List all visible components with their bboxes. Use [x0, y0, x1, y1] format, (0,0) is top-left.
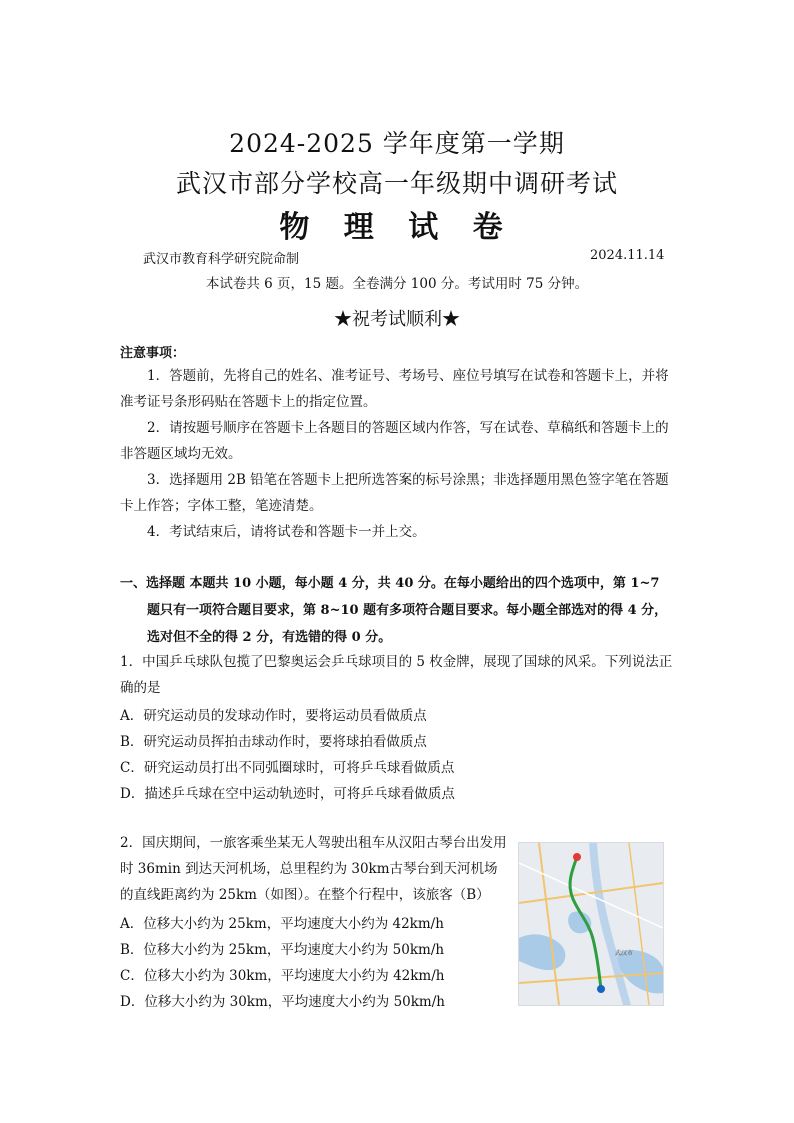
subject-title: 物 理 试 卷 — [279, 210, 515, 245]
question-1-option-d: D．描述乒乓球在空中运动轨迹时，可将乒乓球看做质点 — [120, 786, 455, 802]
question-2-option-a: A．位移大小约为 25km，平均速度大小约为 42km/h — [120, 916, 444, 932]
route-map — [519, 843, 663, 1005]
question-2-option-d: D．位移大小约为 30km，平均速度大小约为 50km/h — [120, 994, 445, 1010]
section-heading-rest: 题只有一项符合题目要求，第 8~10 题有多项符合题目要求。每小题全部选对的得 4 分，选对但不全的得 2 分，有选错的得 0 分。 — [147, 603, 668, 645]
question-2-option-b: B．位移大小约为 25km，平均速度大小约为 50km/h — [120, 942, 445, 958]
question-1-option-b: B．研究运动员挥拍击球动作时，要将球拍看做质点 — [120, 734, 427, 750]
section-heading-first: 一、选择题 本题共 10 小题，每小题 4 分，共 40 分。在每小题给出的四个选项中，第 1~7 — [120, 576, 660, 591]
notes-title: 注意事项： — [120, 346, 186, 361]
issuer: 武汉市教育科学研究院命制 — [143, 252, 300, 267]
end-marker — [597, 985, 605, 993]
note-item: 3．选择题用 2B 铅笔在答题卡上把所选答案的标号涂黑；非选择题用黑色签字笔在答题卡上作答；字体工整，笔迹清楚。 — [120, 472, 669, 514]
map-city-label: 武汉市 — [615, 950, 634, 957]
exam-info: 本试卷共 6 页，15 题。全卷满分 100 分。考试用时 75 分钟。 — [205, 276, 589, 292]
question-1-option-c: C．研究运动员打出不同弧圈球时，可将乒乓球看做质点 — [120, 760, 455, 776]
exam-date: 2024.11.14 — [590, 248, 665, 263]
start-marker — [573, 853, 581, 861]
question-1-option-a: A．研究运动员的发球动作时，要将运动员看做质点 — [120, 708, 427, 724]
note-item: 2．请按题号顺序在答题卡上各题目的答题区域内作答，写在试卷、草稿纸和答题卡上的非答题区域均无效。 — [120, 420, 669, 462]
question-2-option-c: C．位移大小约为 30km，平均速度大小约为 42km/h — [120, 968, 445, 984]
wish-line: ★祝考试顺利★ — [334, 309, 460, 330]
route-map-figure — [518, 842, 664, 1006]
exam-term-title: 2024-2025 学年度第一学期 — [229, 129, 565, 158]
section-heading — [120, 570, 680, 651]
question-1-stem: 1．中国乒乓球队包揽了巴黎奥运会乒乓球项目的 5 枚金牌，展现了国球的风采。下列说法正确的是 — [120, 654, 673, 696]
note-item: 1．答题前，先将自己的姓名、准考证号、考场号、座位号填写在试卷和答题卡上，并将准考证号条形码贴在答题卡上的指定位置。 — [120, 368, 669, 410]
exam-name-title: 武汉市部分学校高一年级期中调研考试 — [175, 169, 618, 198]
note-item: 4．考试结束后，请将试卷和答题卡一并上交。 — [147, 524, 426, 540]
question-2-stem: 2．国庆期间，一旅客乘坐某无人驾驶出租车从汉阳古琴台出发用时 36min 到达天河机场，总里程约为 30km古琴台到天河机场的直线距离约为 25km（如图）。在整个行程中，该旅客（B） — [120, 835, 507, 903]
